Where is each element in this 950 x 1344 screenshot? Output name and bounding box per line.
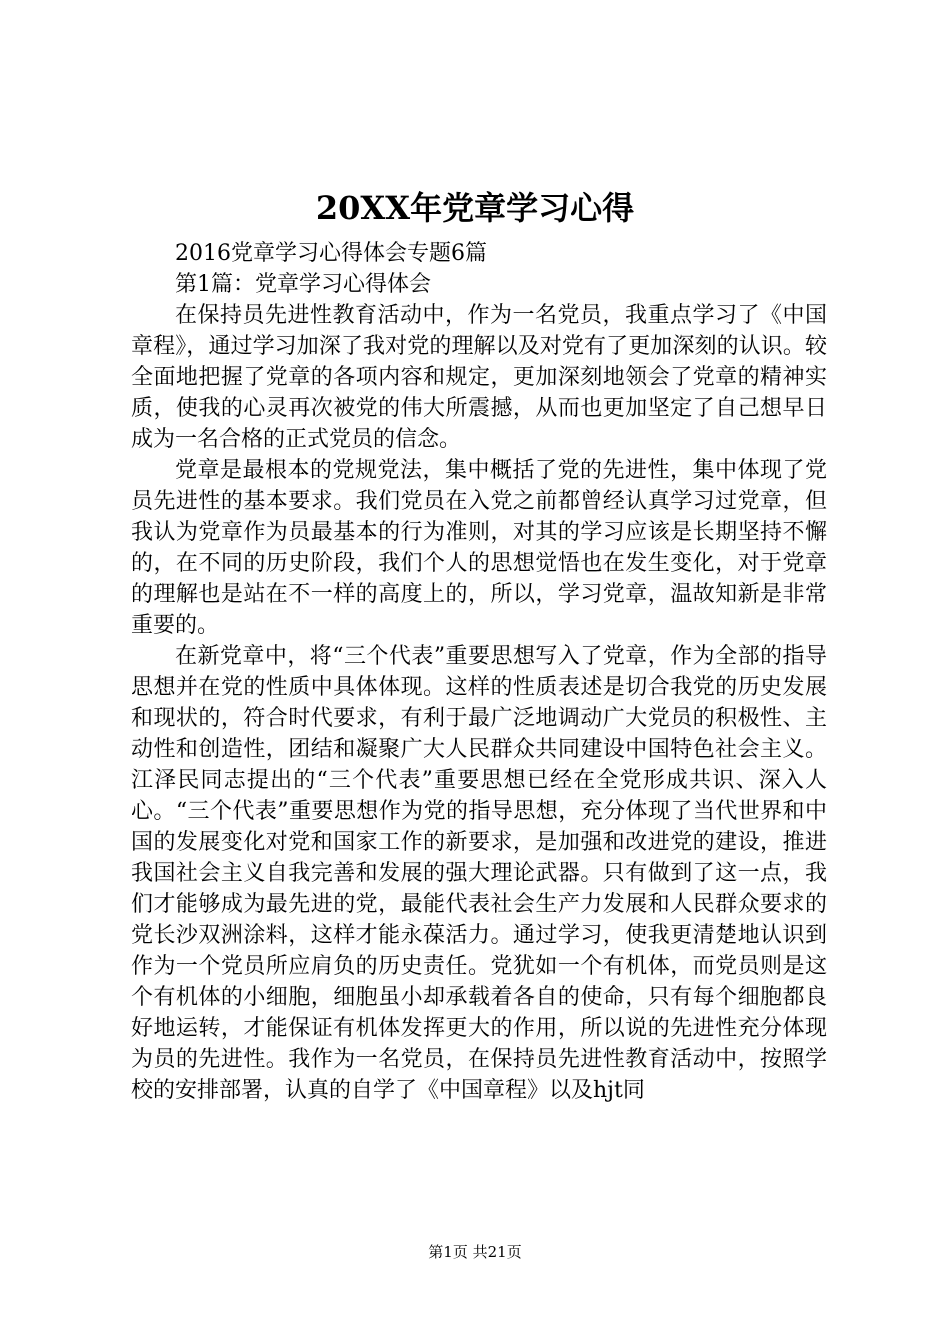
page-footer: 第1页 共21页 bbox=[428, 1243, 522, 1261]
subtitle-line: 2016党章学习心得体会专题6篇 bbox=[175, 241, 487, 266]
document-body bbox=[131, 238, 827, 1106]
body-paragraph-1: 在保持员先进性教育活动中，作为一名党员，我重点学习了《中国章程》，通过学习加深了我对党的理解以及对党有了更加深刻的认识。较全面地把握了党章的各项内容和规定，更加深刻地领会了党章的精神实质，使我的心灵再次被党的伟大所震撼，从而也更加坚定了自己想早日成为一名合格的正式党员的信念。 bbox=[131, 303, 827, 452]
document-title: 20XX年党章学习心得 bbox=[315, 189, 635, 227]
body-paragraph-2: 党章是最根本的党规党法，集中概括了党的先进性，集中体现了党员先进性的基本要求。我们党员在入党之前都曾经认真学习过党章，但我认为党章作为员最基本的行为准则，对其的学习应该是长期坚持不懈的，在不同的历史阶段，我们个人的思想觉悟也在发生变化，对于党章的理解也是站在不一样的高度上的，所以，学习党章，温故知新是非常重要的。 bbox=[131, 458, 827, 638]
body-paragraph-3: 在新党章中，将“三个代表”重要思想写入了党章，作为全部的指导思想并在党的性质中具体体现。这样的性质表述是切合我党的历史发展和现状的，符合时代要求，有利于最广泛地调动广大党员的积极性、主动性和创造性，团结和凝聚广大人民群众共同建设中国特色社会主义。江泽民同志提出的“三个代表”重要思想已经在全党形成共识、深入人心。“三个代表”重要思想作为党的指导思想，充分体现了当代世界和中国的发展变化对党和国家工作的新要求，是加强和改进党的建设，推进我国社会主义自我完善和发展的强大理论武器。只有做到了这一点，我们才能够成为最先进的党，最能代表社会生产力发展和人民群众要求的党长沙双洲涂料，这样才能永葆活力。通过学习，使我更清楚地认识到作为一个党员所应肩负的历史责任。党犹如一个有机体，而党员则是这个有机体的小细胞，细胞虽小却承载着各自的使命，只有每个细胞都良好地运转，才能保证有机体发挥更大的作用，所以说的先进性充分体现为员的先进性。我作为一名党员，在保持员先进性教育活动中，按照学校的安排部署，认真的自学了《中国章程》以及hjt同 bbox=[131, 644, 827, 1103]
section-heading: 第1篇：党章学习心得体会 bbox=[175, 272, 431, 297]
